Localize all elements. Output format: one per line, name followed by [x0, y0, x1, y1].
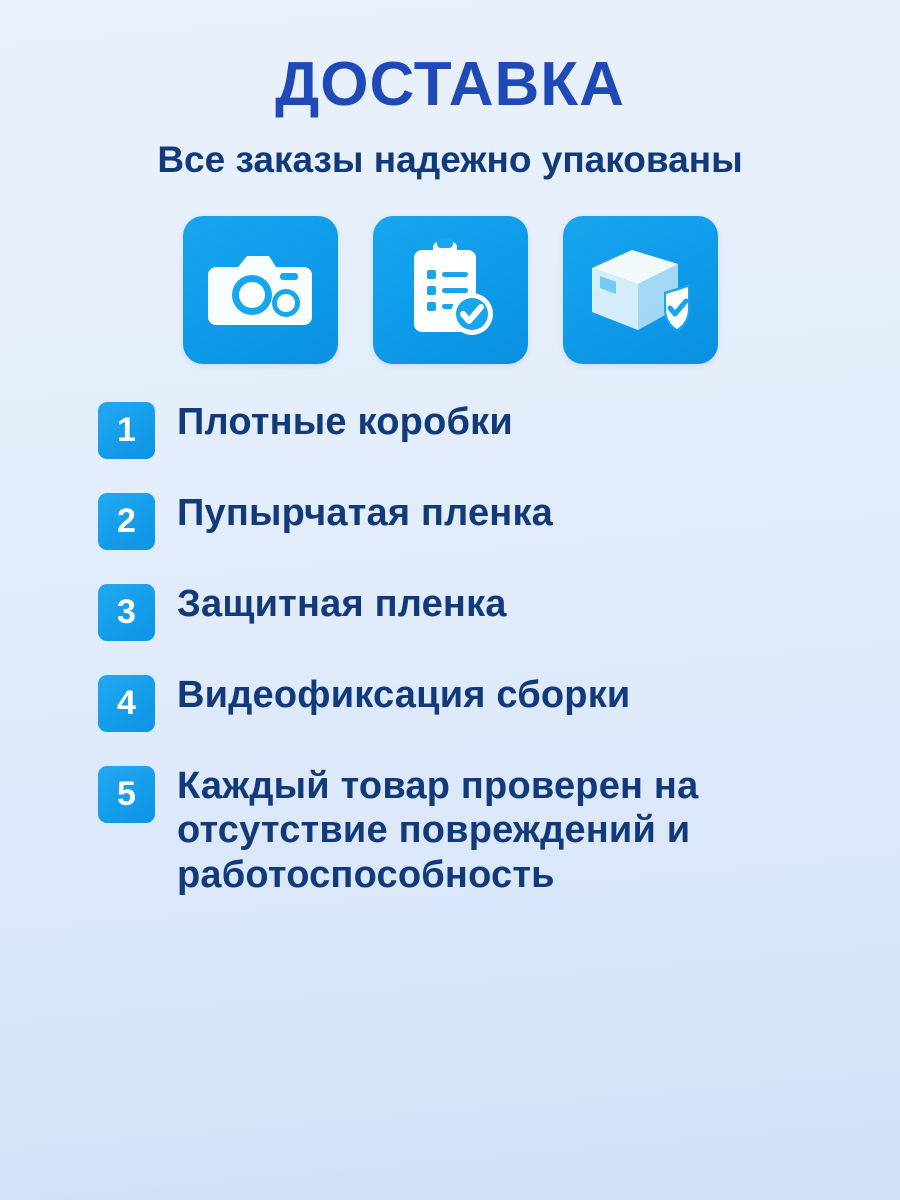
camera-icon: [208, 247, 312, 333]
page-subtitle: Все заказы надежно упакованы: [157, 139, 743, 181]
list-item: [98, 491, 553, 550]
list-item-label: Защитная пленка: [177, 582, 507, 625]
list-item-number: 3: [98, 584, 155, 641]
features-list: [40, 400, 860, 930]
checklist-icon-tile: [373, 216, 528, 364]
list-item-number: 4: [98, 675, 155, 732]
page-title: ДОСТАВКА: [275, 50, 625, 119]
list-item: [98, 764, 837, 898]
list-item-label: Каждый товар проверен на отсутствие повреждений и работоспособность: [177, 764, 699, 897]
checklist-icon: [402, 238, 498, 342]
icon-row: [183, 216, 718, 364]
protected-box-icon: [586, 242, 694, 338]
list-item-label: Видеофиксация сборки: [177, 673, 631, 716]
camera-icon-tile: [183, 216, 338, 364]
list-item-number: 1: [98, 402, 155, 459]
list-item: [98, 400, 513, 459]
protected-box-icon-tile: [563, 216, 718, 364]
list-item-number: 2: [98, 493, 155, 550]
list-item: [98, 582, 507, 641]
list-item-label: Пупырчатая пленка: [177, 491, 554, 534]
list-item: [98, 673, 631, 732]
list-item-number: 5: [98, 766, 155, 823]
list-item-label: Плотные коробки: [177, 400, 513, 443]
